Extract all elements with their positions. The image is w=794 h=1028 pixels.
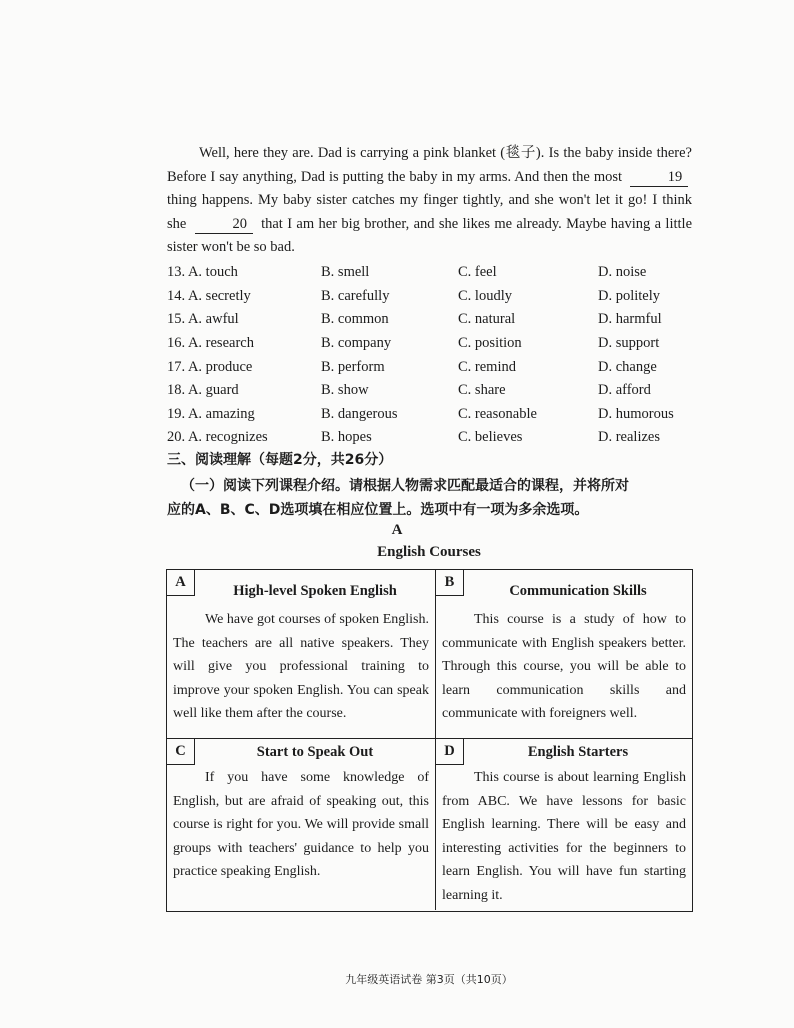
passage-text-part-3: that I am her big brother, and she likes me already. Maybe having a little sister won't be so bad. [167, 215, 693, 256]
instruction-line-2: 应的A、B、C、D选项填在相应位置上。选项中有一项为多余选项。 [167, 502, 589, 518]
course-tag-a: A [167, 570, 195, 596]
course-card-a [167, 570, 436, 739]
blank-20: 20 [195, 215, 253, 234]
course-body-d: This course is about learning English from ABC. We have lessons for basic English learning. There will be easy and interesting activities for the beginners to learn English. You will have fun starting learning it. [442, 770, 686, 903]
option-15-b: B. common [321, 311, 389, 328]
option-16-c: C. position [458, 335, 522, 352]
option-20-a: 20. A. recognizes [167, 429, 268, 446]
course-body-b: This course is a study of how to communicate with English speakers better. Through this course, you will be able to learn communication skills and communicate with foreigners well. [442, 612, 686, 721]
option-row-16 [167, 332, 692, 356]
option-17-d: D. change [598, 358, 657, 375]
option-14-a: 14. A. secretly [167, 287, 251, 304]
section-title: 三、阅读理解（每题2分，共26分） [167, 452, 393, 468]
option-20-b: B. hopes [321, 429, 372, 446]
course-title-d: English Starters [527, 744, 629, 760]
option-row-13 [167, 261, 692, 285]
answer-options [167, 261, 692, 450]
option-20-d: D. realizes [598, 429, 660, 446]
option-17-a: 17. A. produce [167, 358, 253, 375]
option-13-d: D. noise [598, 264, 647, 281]
course-tag-c: C [167, 739, 195, 765]
passage-letter: A [391, 522, 403, 538]
option-14-d: D. politely [598, 287, 661, 304]
option-19-b: B. dangerous [321, 405, 398, 422]
passage-text-part-1: Well, here they are. Dad is carrying a pink blanket (毯子). Is the baby inside there? Before I say anything, Dad is putting the baby in my arms. And then the most [167, 145, 692, 185]
course-tag-b: B [436, 570, 464, 596]
option-row-17 [167, 355, 692, 379]
cloze-passage [167, 142, 692, 260]
course-tag-d: D [436, 739, 464, 765]
passage-text-part-2: thing happens. My baby sister catches my finger tightly, and she won't let it go! I think she [167, 192, 692, 232]
option-14-b: B. carefully [321, 287, 390, 304]
option-16-b: B. company [321, 335, 392, 352]
option-18-b: B. show [321, 382, 369, 399]
option-19-d: D. humorous [598, 405, 674, 422]
passage-paragraph [167, 142, 692, 260]
section-instructions [167, 474, 692, 522]
option-17-b: B. perform [321, 358, 385, 375]
instruction-line-1: （一）阅读下列课程介绍。请根据人物需求匹配最适合的课程，并将所对 [181, 478, 629, 494]
courses-table [166, 569, 693, 912]
option-row-19 [167, 403, 692, 427]
option-19-a: 19. A. amazing [167, 405, 255, 422]
option-16-d: D. support [598, 335, 660, 352]
course-card-c [167, 739, 436, 910]
option-row-15 [167, 308, 692, 332]
course-title-c: Start to Speak Out [256, 744, 374, 760]
option-19-c: C. reasonable [458, 405, 537, 422]
blank-19: 19 [630, 168, 688, 187]
option-row-18 [167, 379, 692, 403]
option-18-c: C. share [458, 382, 506, 399]
course-body-a: We have got courses of spoken English. The teachers are all native speakers. They will give you professional training to improve your spoken English. You can speak well like them after the course. [173, 612, 429, 721]
option-row-20 [167, 426, 692, 450]
option-row-14 [167, 285, 692, 309]
option-15-d: D. harmful [598, 311, 662, 328]
option-14-c: C. loudly [458, 287, 512, 304]
option-16-a: 16. A. research [167, 335, 254, 352]
course-card-b [436, 570, 692, 739]
option-13-c: C. feel [458, 264, 497, 281]
option-18-a: 18. A. guard [167, 382, 239, 399]
option-18-d: D. afford [598, 382, 651, 399]
course-title-b: Communication Skills [509, 583, 647, 599]
course-body-c: If you have some knowledge of English, but are afraid of speaking out, this course is right for you. We will provide small groups with teachers' guidance to help you practice speaking English. [173, 770, 429, 879]
option-17-c: C. remind [458, 358, 516, 375]
option-13-a: 13. A. touch [167, 264, 238, 281]
option-20-c: C. believes [458, 429, 523, 446]
course-title-a: High-level Spoken English [233, 583, 397, 599]
option-13-b: B. smell [321, 264, 370, 281]
course-card-d [436, 739, 692, 910]
option-15-a: 15. A. awful [167, 311, 239, 328]
option-15-c: C. natural [458, 311, 516, 328]
page-footer: 九年级英语试卷 第3页（共10页） [345, 973, 513, 986]
passage-title: English Courses [377, 544, 481, 560]
